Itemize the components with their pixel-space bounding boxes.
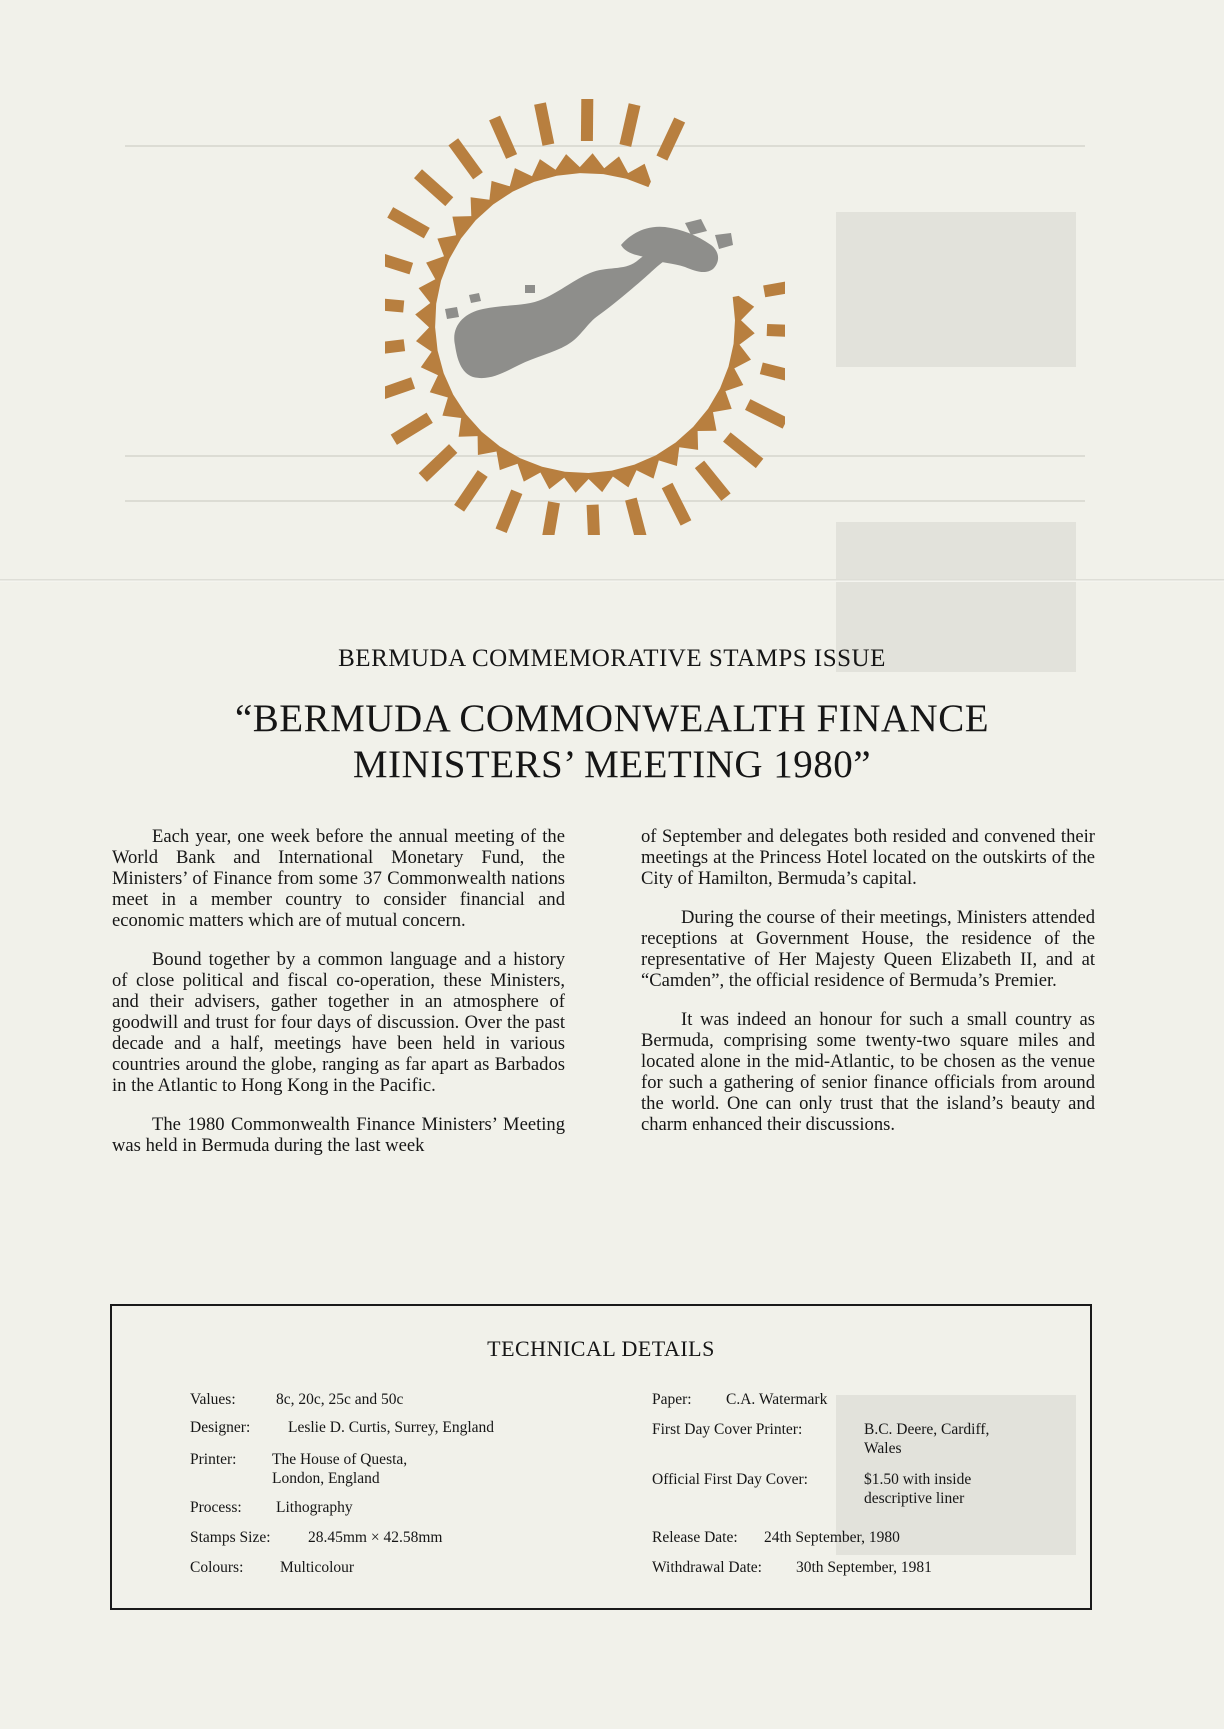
sunburst-ray — [385, 345, 404, 350]
sunburst-ray — [662, 120, 680, 158]
colours-value: Multicolour — [280, 1559, 355, 1576]
sunburst-ray — [459, 474, 483, 509]
paragraph: The 1980 Commonwealth Finance Ministers’ Meeting was held in Bermuda during the last week — [112, 1114, 565, 1156]
designer-label: Designer: — [190, 1419, 251, 1436]
sunburst-ray — [547, 502, 554, 535]
values-label: Values: — [190, 1391, 236, 1408]
sunburst-ray — [385, 383, 413, 397]
text-column-right — [641, 826, 1095, 1153]
issue-title-line-1: “BERMUDA COMMONWEALTH FINANCE — [234, 697, 990, 740]
paper-label: Paper: — [652, 1391, 692, 1408]
paper-fold-line — [0, 579, 1224, 582]
printer-value-line-1: The House of Questa, — [272, 1451, 408, 1468]
sunburst-ray — [593, 505, 595, 535]
stamp-size-label: Stamps Size: — [190, 1529, 271, 1546]
sunburst-ray — [394, 418, 430, 440]
printer-value-line-2: London, England — [272, 1470, 380, 1487]
designer-value: Leslie D. Curtis, Surrey, England — [288, 1419, 495, 1436]
sunburst-ray — [453, 142, 478, 176]
release-date-value: 24th September, 1980 — [764, 1529, 900, 1546]
sunburst-ray — [764, 284, 785, 291]
colours-label: Colours: — [190, 1559, 244, 1576]
stamp-size-value: 28.45mm × 42.58mm — [308, 1529, 443, 1546]
sunburst-ray — [418, 174, 449, 202]
release-date-label: Release Date: — [652, 1529, 738, 1546]
official-fdc-value-line-1: $1.50 with inside — [864, 1471, 972, 1488]
sunburst-ray — [748, 405, 785, 424]
fdc-printer-value-line-2: Wales — [864, 1440, 902, 1457]
sunburst-ray — [767, 330, 785, 332]
paragraph: It was indeed an honour for such a small country as Bermuda, comprising some twenty-two square miles and located alone in the mid-Atlantic, to be chosen as the venue for such a gathering of senior finance officials from around the world. One can only trust that the island’s beauty and charm enhanced their discussions. — [641, 1009, 1095, 1135]
sunburst-ray — [667, 486, 686, 523]
issue-title-line-2: MINISTERS’ MEETING 1980” — [352, 743, 872, 786]
sunburst-ray — [727, 437, 760, 463]
paragraph: Each year, one week before the annual meeting of the World Bank and International Monetary Fund, the Ministers’ of Finance from some 37 Commonwealth nations meet in a member country to consider financial and economic matters which are of mutual concern. — [112, 826, 565, 931]
paper-value: C.A. Watermark — [726, 1391, 828, 1408]
fdc-printer-label: First Day Cover Printer: — [652, 1421, 803, 1438]
process-value: Lithography — [276, 1499, 353, 1516]
withdrawal-date-value: 30th September, 1981 — [796, 1559, 932, 1576]
printer-label: Printer: — [190, 1451, 237, 1468]
process-label: Process: — [190, 1499, 242, 1516]
paragraph: of September and delegates both resided and convened their meetings at the Princess Hotel located on the outskirts of the City of Hamilton, Bermuda’s capital. — [641, 826, 1095, 889]
official-fdc-value-line-2: descriptive liner — [864, 1490, 965, 1507]
text-column-left — [112, 826, 565, 1174]
sunburst-bermuda-map-icon — [385, 95, 785, 535]
sunburst-ray — [495, 118, 512, 157]
fdc-printer-value-line-1: B.C. Deere, Cardiff, — [864, 1421, 990, 1438]
sunburst-ray — [631, 499, 642, 535]
sunburst-ray — [390, 212, 427, 233]
sunburst-ray — [540, 104, 548, 145]
technical-details-title: TECHNICAL DETAILS — [487, 1336, 715, 1361]
show-through-stamp — [836, 212, 1076, 367]
official-fdc-label: Official First Day Cover: — [652, 1471, 808, 1488]
issue-title — [80, 696, 1144, 788]
withdrawal-date-label: Withdrawal Date: — [652, 1559, 762, 1576]
sunburst-ray — [761, 368, 785, 378]
sunburst-ray — [385, 303, 404, 307]
paragraph: During the course of their meetings, Ministers attended receptions at Government House, the residence of the representative of Her Majesty Queen Elizabeth II, and at “Camden”, the official residence of Bermuda’s Premier. — [641, 907, 1095, 991]
sunburst-ray — [501, 492, 517, 531]
sunburst-ray — [625, 105, 634, 146]
paragraph: Bound together by a common language and a history of close political and fiscal co-operation, these Ministers, and their advisers, gather together in an atmosphere of goodwill and trust for four days of discussion. Over the past decade and a half, meetings have been held in various countries around the globe, ranging as far apart as Barbados in the Atlantic to Hong Kong in the Pacific. — [112, 949, 565, 1096]
sunburst-ray — [423, 449, 453, 478]
issue-subtitle: BERMUDA COMMEMORATIVE STAMPS ISSUE — [338, 645, 886, 672]
technical-details-box — [110, 1304, 1092, 1610]
bermuda-map-icon — [445, 219, 733, 378]
sunburst-ray — [700, 464, 727, 497]
values-value: 8c, 20c, 25c and 50c — [276, 1391, 404, 1408]
sunburst-ray — [385, 256, 411, 269]
